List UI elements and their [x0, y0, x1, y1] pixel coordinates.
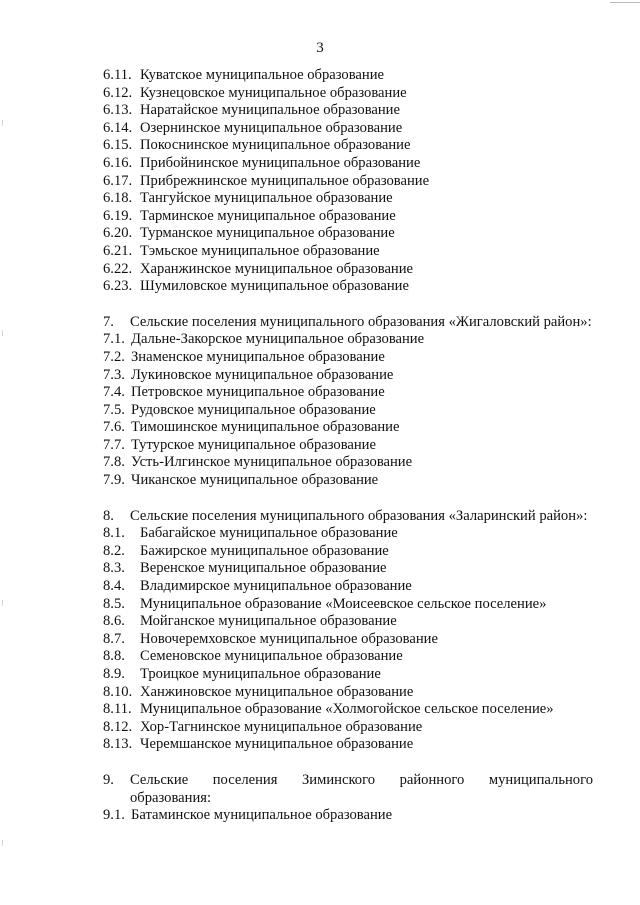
list-item-text: Куватское муниципальное образование	[140, 67, 384, 83]
list-item	[103, 384, 593, 402]
list-item-text: Прибрежнинское муниципальное образование	[140, 172, 430, 189]
list-item-number: 6.14.	[103, 119, 133, 136]
list-item-text: Батаминское муниципальное образование	[131, 807, 393, 824]
list-item-text: Дальне-Закорское муниципальное образование	[131, 331, 425, 348]
list-item	[103, 419, 593, 437]
list-item-number: 6.22.	[103, 260, 133, 277]
scan-edge-mark	[610, 2, 640, 3]
list-item	[103, 736, 593, 754]
section-heading-text: Сельские поселения муниципального образования «Жигаловский район»:	[130, 313, 592, 330]
list-item-text: Тимошинское муниципальное образование	[131, 419, 400, 436]
section-spacer	[103, 754, 593, 772]
list-item	[103, 684, 593, 702]
list-item-text: Муниципальное образование «Холмогойское сельское поселение»	[140, 701, 554, 718]
section-heading	[103, 508, 593, 526]
list-item-number: 8.8.	[103, 648, 125, 665]
scan-speck	[2, 600, 3, 606]
list-item-text: Покоснинское муниципальное образование	[140, 137, 411, 154]
list-item-text: Петровское муниципальное образование	[131, 384, 385, 401]
list-item-number: 6.19.	[103, 207, 133, 224]
scan-speck	[2, 120, 3, 126]
list-item	[103, 349, 593, 367]
list-item	[103, 155, 593, 173]
list-item-number: 7.1.	[103, 331, 125, 348]
list-item-number: 7.2.	[103, 348, 125, 365]
list-item	[103, 225, 593, 243]
section-heading	[103, 314, 593, 332]
list-item-text: Ханжиновское муниципальное образование	[140, 683, 414, 700]
list-item	[103, 402, 593, 420]
list-item-number: 8.12.	[103, 718, 133, 735]
list-item-text: Наратайское муниципальное образование	[140, 102, 400, 119]
section-s6	[103, 67, 593, 296]
list-item-number: 6.11.	[103, 67, 132, 83]
list-item	[103, 137, 593, 155]
list-item-number: 8.1.	[103, 525, 125, 542]
section-spacer	[103, 490, 593, 508]
list-item-number: 8.2.	[103, 542, 125, 559]
list-item	[103, 560, 593, 578]
list-item	[103, 701, 593, 719]
list-item-number: 6.20.	[103, 225, 133, 242]
list-item	[103, 807, 593, 825]
list-item	[103, 278, 593, 296]
list-item-number: 7.3.	[103, 366, 125, 383]
section-spacer	[103, 296, 593, 314]
list-item-number: 8.13.	[103, 736, 133, 753]
list-item-number: 7.4.	[103, 384, 125, 401]
section-s7	[103, 314, 593, 490]
list-item	[103, 472, 593, 490]
list-item-number: 7.5.	[103, 401, 125, 418]
list-item-number: 6.21.	[103, 242, 133, 259]
list-item-text: Мойганское муниципальное образование	[140, 613, 397, 630]
list-item	[103, 67, 593, 85]
list-item-text: Хор-Тагнинское муниципальное образование	[140, 718, 423, 735]
list-item-text: Озернинское муниципальное образование	[140, 119, 403, 136]
list-item-text: Тэмьское муниципальное образование	[140, 242, 380, 259]
list-item-text: Знаменское муниципальное образование	[131, 348, 385, 365]
section-heading	[103, 772, 593, 807]
list-item-text: Чиканское муниципальное образование	[131, 472, 379, 489]
list-item-text: Харанжинское муниципальное образование	[140, 260, 414, 277]
list-item	[103, 454, 593, 472]
list-item-number: 8.5.	[103, 595, 125, 612]
list-item-number: 6.13.	[103, 102, 133, 119]
scan-speck	[2, 330, 3, 336]
section-heading-number: 9.	[103, 771, 114, 788]
list-item-text: Владимирское муниципальное образование	[140, 578, 412, 595]
section-s9	[103, 772, 593, 825]
section-heading-text: Сельские поселения Зиминского районного муниципального образования:	[130, 771, 593, 806]
list-item	[103, 543, 593, 561]
list-item	[103, 331, 593, 349]
list-item-text: Кузнецовское муниципальное образование	[140, 84, 407, 101]
list-item-text: Черемшанское муниципальное образование	[140, 736, 414, 753]
list-item-text: Тангуйское муниципальное образование	[140, 190, 393, 207]
list-item-text: Веренское муниципальное образование	[140, 560, 387, 577]
list-item	[103, 525, 593, 543]
list-item-text: Лукиновское муниципальное образование	[131, 366, 394, 383]
list-item-number: 6.15.	[103, 137, 133, 154]
list-item-text: Усть-Илгинское муниципальное образование	[131, 454, 413, 471]
list-item-number: 9.1.	[103, 807, 125, 824]
list-item	[103, 437, 593, 455]
list-item-number: 8.11.	[103, 701, 132, 718]
list-item	[103, 578, 593, 596]
section-heading-number: 7.	[103, 313, 114, 330]
list-item-number: 7.6.	[103, 419, 125, 436]
page-number: 3	[316, 40, 324, 56]
list-item	[103, 173, 593, 191]
list-item	[103, 190, 593, 208]
list-item	[103, 719, 593, 737]
list-item	[103, 596, 593, 614]
list-item-number: 7.9.	[103, 472, 125, 489]
list-item	[103, 261, 593, 279]
list-item-number: 8.10.	[103, 683, 133, 700]
list-item	[103, 648, 593, 666]
list-item	[103, 120, 593, 138]
list-item-text: Тутурское муниципальное образование	[131, 436, 376, 453]
list-item-number: 8.9.	[103, 666, 125, 682]
list-item-text: Рудовское муниципальное образование	[131, 401, 376, 418]
list-item	[103, 666, 593, 684]
list-item-number: 8.6.	[103, 613, 125, 630]
list-item-number: 7.8.	[103, 454, 125, 471]
list-item-text: Бажирское муниципальное образование	[140, 542, 389, 559]
list-item-number: 8.7.	[103, 630, 125, 647]
list-item-number: 6.23.	[103, 278, 133, 295]
list-item-text: Турманское муниципальное образование	[140, 225, 395, 242]
list-item-text: Шумиловское муниципальное образование	[140, 278, 409, 295]
document-body	[103, 67, 593, 825]
list-item-number: 6.16.	[103, 154, 133, 171]
list-item-text: Бабагайское муниципальное образование	[140, 525, 398, 542]
list-item-text: Семеновское муниципальное образование	[140, 648, 403, 665]
list-item-number: 7.7.	[103, 436, 125, 453]
list-item-number: 6.18.	[103, 190, 133, 207]
list-item	[103, 85, 593, 103]
section-heading-number: 8.	[103, 507, 114, 524]
list-item	[103, 243, 593, 261]
list-item-text: Тарминское муниципальное образование	[140, 207, 396, 224]
list-item	[103, 613, 593, 631]
list-item-number: 8.4.	[103, 578, 125, 595]
scan-speck	[2, 840, 3, 846]
section-heading-text: Сельские поселения муниципального образования «Заларинский район»:	[130, 507, 588, 524]
list-item	[103, 631, 593, 649]
list-item-text: Новочеремховское муниципальное образование	[140, 630, 438, 647]
section-s8	[103, 508, 593, 754]
list-item-number: 8.3.	[103, 560, 125, 577]
list-item-text: Прибойнинское муниципальное образование	[140, 154, 421, 171]
list-item	[103, 367, 593, 385]
list-item	[103, 208, 593, 226]
list-item	[103, 102, 593, 120]
list-item-number: 6.17.	[103, 172, 133, 189]
list-item-number: 6.12.	[103, 84, 133, 101]
list-item-text: Троицкое муниципальное образование	[140, 666, 381, 682]
list-item-text: Муниципальное образование «Моисеевское сельское поселение»	[140, 595, 547, 612]
